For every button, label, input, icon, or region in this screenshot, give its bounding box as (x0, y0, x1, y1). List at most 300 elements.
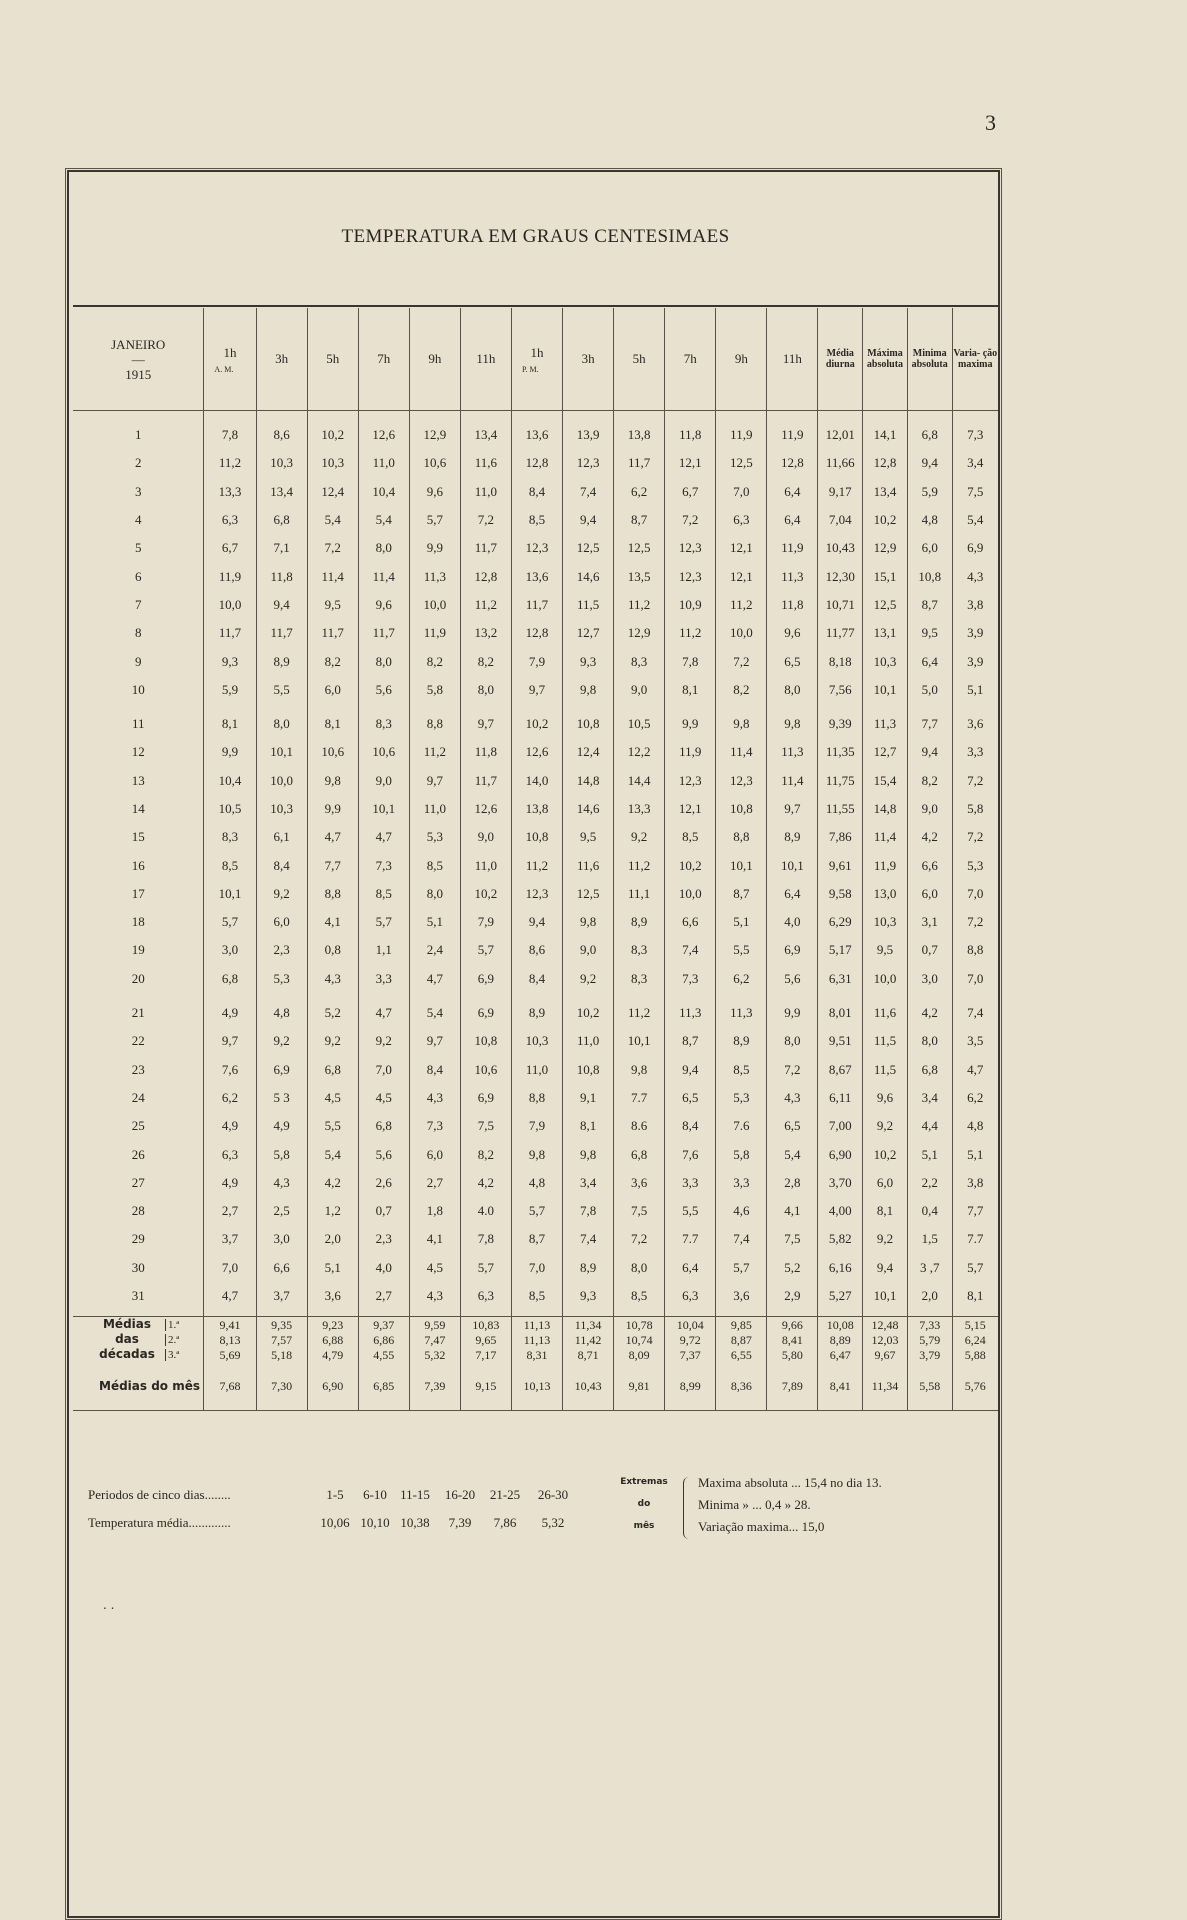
value-cell: 8,9 (614, 908, 665, 936)
value-cell: 7,86 (818, 823, 863, 851)
value-cell: 10,1 (614, 1027, 665, 1055)
value-cell: 11,2 (614, 999, 665, 1027)
value-cell: 8,0 (256, 710, 307, 738)
table-row (73, 1140, 998, 1168)
value-cell: 5,7 (511, 1197, 562, 1225)
value-cell: 10,1 (358, 795, 409, 823)
decade-label-cell (73, 1317, 204, 1333)
decade-value-cell: 9,35 (256, 1317, 307, 1333)
value-cell: 5,4 (307, 506, 358, 534)
value-cell: 11,4 (716, 738, 767, 766)
value-cell: 4,3 (952, 562, 998, 590)
value-cell: 7,2 (952, 823, 998, 851)
value-cell: 13,6 (511, 562, 562, 590)
value-cell: 9,9 (767, 999, 818, 1027)
value-cell: 8,2 (409, 647, 460, 675)
month-mean-cell: 7,39 (409, 1362, 460, 1411)
value-cell: 4,7 (358, 823, 409, 851)
spacer-cell (409, 411, 460, 422)
value-cell: 7,2 (307, 534, 358, 562)
decade-value-cell: 5,79 (907, 1332, 952, 1347)
value-cell: 10,43 (818, 534, 863, 562)
hour-header (256, 308, 307, 411)
value-cell: 9,2 (307, 1027, 358, 1055)
temperature-table (73, 308, 998, 1411)
value-cell: 9,8 (614, 1056, 665, 1084)
value-cell: 10,1 (256, 738, 307, 766)
value-cell: 4,1 (307, 908, 358, 936)
value-cell: 7,5 (767, 1225, 818, 1253)
value-cell: 3,6 (716, 1282, 767, 1310)
value-cell: 6,4 (907, 647, 952, 675)
spacer-cell (907, 411, 952, 422)
value-cell: 6,3 (665, 1282, 716, 1310)
value-cell: 2,0 (307, 1225, 358, 1253)
hour-label: 1h (223, 344, 237, 360)
value-cell: 10,2 (563, 999, 614, 1027)
value-cell: 4,5 (409, 1254, 460, 1282)
value-cell: 9,3 (563, 647, 614, 675)
value-cell: 9,4 (665, 1056, 716, 1084)
decade-value-cell: 5,32 (409, 1347, 460, 1362)
hour-header (307, 308, 358, 411)
month-mean-cell: 8,41 (818, 1362, 863, 1411)
value-cell: 2,5 (256, 1197, 307, 1225)
value-cell: 11,3 (409, 562, 460, 590)
value-cell: 7,0 (204, 1254, 256, 1282)
hour-label: 5h (632, 351, 646, 366)
value-cell: 11,8 (256, 562, 307, 590)
value-cell: 10,2 (665, 851, 716, 879)
value-cell: 3,4 (952, 449, 998, 477)
value-cell: 9,9 (409, 534, 460, 562)
month-mean-cell: 7,68 (204, 1362, 256, 1411)
value-cell: 12,4 (563, 738, 614, 766)
value-cell: 9,8 (716, 710, 767, 738)
value-cell: 5,7 (716, 1254, 767, 1282)
value-cell: 10,5 (204, 795, 256, 823)
value-cell: 5,7 (204, 908, 256, 936)
value-cell: 11,2 (511, 851, 562, 879)
value-cell: 6,9 (460, 965, 511, 993)
value-cell: 9,39 (818, 710, 863, 738)
value-cell: 5,4 (952, 506, 998, 534)
table-row (73, 1197, 998, 1225)
value-cell: 8,5 (665, 823, 716, 851)
decade-row (73, 1317, 998, 1333)
value-cell: 8,01 (818, 999, 863, 1027)
value-cell: 7,0 (716, 478, 767, 506)
value-cell: 6,9 (460, 999, 511, 1027)
pm-label: P. M. (521, 364, 539, 374)
value-cell: 4,3 (409, 1282, 460, 1310)
value-cell: 7,9 (511, 1112, 562, 1140)
value-cell: 6,4 (665, 1254, 716, 1282)
value-cell: 6,31 (818, 965, 863, 993)
decade-value-cell: 4,55 (358, 1347, 409, 1362)
spacer-cell (256, 411, 307, 422)
hour-header (614, 308, 665, 411)
value-cell: 8,4 (511, 478, 562, 506)
value-cell: 6,3 (204, 1140, 256, 1168)
value-cell: 6,3 (204, 506, 256, 534)
month-means-row (73, 1362, 998, 1411)
month-mean-cell: 5,76 (952, 1362, 998, 1411)
value-cell: 9,6 (409, 478, 460, 506)
value-cell: 8,9 (563, 1254, 614, 1282)
value-cell: 11,3 (767, 562, 818, 590)
value-cell: 3,6 (952, 710, 998, 738)
decade-value-cell: 8,71 (563, 1347, 614, 1362)
value-cell: 8,3 (614, 936, 665, 964)
value-cell: 11,3 (665, 999, 716, 1027)
value-cell: 5,3 (409, 823, 460, 851)
variacao-line: Variação maxima... 15,0 (698, 1519, 825, 1534)
value-cell: 13,1 (863, 619, 908, 647)
value-cell: 8,7 (716, 880, 767, 908)
value-cell: 6,9 (460, 1084, 511, 1112)
value-cell: 6,16 (818, 1254, 863, 1282)
value-cell: 10,71 (818, 591, 863, 619)
decade-value-cell: 8,41 (767, 1332, 818, 1347)
value-cell: 6,8 (204, 965, 256, 993)
value-cell: 8,6 (256, 421, 307, 449)
table-row (73, 999, 998, 1027)
value-cell: 4,9 (204, 1169, 256, 1197)
hour-label: 5h (326, 351, 340, 366)
value-cell: 4,0 (358, 1254, 409, 1282)
value-cell: 7.7 (614, 1084, 665, 1112)
value-cell: 9,2 (614, 823, 665, 851)
value-cell: 7,5 (460, 1112, 511, 1140)
value-cell: 5,27 (818, 1282, 863, 1310)
value-cell: 6,2 (716, 965, 767, 993)
value-cell: 12,6 (358, 421, 409, 449)
value-cell: 7,8 (563, 1197, 614, 1225)
day-cell: 28 (131, 1203, 145, 1219)
value-cell: 6,2 (204, 1084, 256, 1112)
value-cell: 6,1 (256, 823, 307, 851)
decade-value-cell: 6,47 (818, 1347, 863, 1362)
value-cell: 11,4 (863, 823, 908, 851)
value-cell: 8,9 (256, 647, 307, 675)
value-cell: 13,9 (563, 421, 614, 449)
value-cell: 12,3 (716, 767, 767, 795)
day-cell: 20 (131, 970, 145, 986)
value-cell: 5,8 (409, 676, 460, 704)
value-cell: 9,4 (907, 738, 952, 766)
value-cell: 8,6 (511, 936, 562, 964)
table-row (73, 936, 998, 964)
value-cell: 7,7 (907, 710, 952, 738)
value-cell: 12,5 (563, 880, 614, 908)
value-cell: 9,8 (563, 908, 614, 936)
value-cell: 7,56 (818, 676, 863, 704)
decade-value-cell: 9,59 (409, 1317, 460, 1333)
value-cell: 9,9 (665, 710, 716, 738)
value-cell: 7,04 (818, 506, 863, 534)
month-mean-cell: 5,58 (907, 1362, 952, 1411)
value-cell: 5,1 (307, 1254, 358, 1282)
value-cell: 7,3 (358, 851, 409, 879)
value-cell: 8,67 (818, 1056, 863, 1084)
value-cell: 9,5 (907, 619, 952, 647)
value-cell: 11,9 (204, 562, 256, 590)
media-diurna-header: Média diurna (818, 308, 863, 411)
table-row (73, 795, 998, 823)
value-cell: 6,9 (952, 534, 998, 562)
period-temperature: 7,39 (448, 1515, 472, 1530)
value-cell: 5,17 (818, 936, 863, 964)
value-cell: 10,1 (716, 851, 767, 879)
day-cell: 16 (131, 857, 145, 873)
value-cell: 4,2 (907, 823, 952, 851)
table-row (73, 908, 998, 936)
value-cell: 13,4 (863, 478, 908, 506)
value-cell: 9,2 (256, 1027, 307, 1055)
value-cell: 9,0 (563, 936, 614, 964)
value-cell: 9,7 (409, 767, 460, 795)
value-cell: 1,5 (907, 1225, 952, 1253)
value-cell: 11,9 (409, 619, 460, 647)
value-cell: 2,6 (358, 1169, 409, 1197)
value-cell: 13,2 (460, 619, 511, 647)
value-cell: 8,9 (716, 1027, 767, 1055)
period-range: 26-30 (537, 1487, 569, 1502)
value-cell: 3,3 (665, 1169, 716, 1197)
value-cell: 8,8 (409, 710, 460, 738)
value-cell: 2,7 (358, 1282, 409, 1310)
decade-label: das (115, 1332, 139, 1347)
value-cell: 8,4 (665, 1112, 716, 1140)
day-cell: 19 (131, 942, 145, 958)
value-cell: 11,2 (204, 449, 256, 477)
period-temperature: 7,86 (493, 1515, 517, 1530)
value-cell: 11,9 (716, 421, 767, 449)
value-cell: 6,6 (256, 1254, 307, 1282)
value-cell: 10,8 (511, 823, 562, 851)
value-cell: 5,4 (767, 1140, 818, 1168)
spacer-cell (460, 411, 511, 422)
value-cell: 13,4 (460, 421, 511, 449)
value-cell: 8,7 (511, 1225, 562, 1253)
value-cell: 10,5 (614, 710, 665, 738)
value-cell: 7.6 (716, 1112, 767, 1140)
decade-value-cell: 9,66 (767, 1317, 818, 1333)
value-cell: 13,6 (511, 421, 562, 449)
hour-header (460, 308, 511, 411)
value-cell: 12,9 (409, 421, 460, 449)
value-cell: 11,77 (818, 619, 863, 647)
value-cell: 5,5 (665, 1197, 716, 1225)
value-cell: 11,0 (563, 1027, 614, 1055)
value-cell: 6,0 (863, 1169, 908, 1197)
value-cell: 11,9 (767, 421, 818, 449)
value-cell: 2,3 (256, 936, 307, 964)
hour-label: 11h (476, 351, 496, 366)
period-temperature: 10,38 (400, 1515, 430, 1530)
hour-label: 7h (377, 351, 391, 366)
period-temperature: 10,06 (320, 1515, 350, 1530)
decade-value-cell: 12,48 (863, 1317, 908, 1333)
value-cell: 11,3 (863, 710, 908, 738)
value-cell: 5,6 (358, 1140, 409, 1168)
decade-value-cell: 4,79 (307, 1347, 358, 1362)
value-cell: 5,2 (307, 999, 358, 1027)
value-cell: 12,5 (614, 534, 665, 562)
table-row (73, 1169, 998, 1197)
decade-value-cell: 7,17 (460, 1347, 511, 1362)
value-cell: 7,5 (952, 478, 998, 506)
decade-value-cell: 6,24 (952, 1332, 998, 1347)
spacer-cell (358, 411, 409, 422)
decade-value-cell: 8,09 (614, 1347, 665, 1362)
value-cell: 5,6 (358, 676, 409, 704)
footer-summary (73, 1465, 998, 1575)
day-cell: 25 (131, 1118, 145, 1134)
value-cell: 9,2 (863, 1112, 908, 1140)
period-range: 1-5 (326, 1487, 344, 1502)
hour-header (665, 308, 716, 411)
value-cell: 11,2 (716, 591, 767, 619)
month-mean-cell: 11,34 (863, 1362, 908, 1411)
decade-value-cell: 9,65 (460, 1332, 511, 1347)
table-row (73, 506, 998, 534)
value-cell: 5,8 (952, 795, 998, 823)
hour-header (409, 308, 460, 411)
value-cell: 8,0 (907, 1027, 952, 1055)
value-cell: 10,3 (256, 795, 307, 823)
value-cell: 6,8 (614, 1140, 665, 1168)
bottom-mark: . . (103, 1598, 115, 1612)
value-cell: 12,1 (665, 795, 716, 823)
value-cell: 12,3 (511, 534, 562, 562)
decade-label: décadas (99, 1347, 155, 1362)
value-cell: 3,9 (952, 647, 998, 675)
decade-value-cell: 10,83 (460, 1317, 511, 1333)
value-cell: 5,1 (716, 908, 767, 936)
value-cell: 0,7 (358, 1197, 409, 1225)
value-cell: 7,3 (665, 965, 716, 993)
value-cell: 6,3 (460, 1282, 511, 1310)
value-cell: 6,0 (307, 676, 358, 704)
decade-value-cell: 6,88 (307, 1332, 358, 1347)
page-number: 3 (985, 110, 996, 135)
value-cell: 7,2 (952, 767, 998, 795)
value-cell: 3,0 (256, 1225, 307, 1253)
decade-value-cell: 5,88 (952, 1347, 998, 1362)
period-range: 21-25 (489, 1487, 521, 1502)
value-cell: 9,4 (563, 506, 614, 534)
value-cell: 5,3 (952, 851, 998, 879)
value-cell: 10,2 (460, 880, 511, 908)
spacer-cell (952, 411, 998, 422)
value-cell: 7,5 (614, 1197, 665, 1225)
value-cell: 4,3 (307, 965, 358, 993)
value-cell: 10,1 (863, 1282, 908, 1310)
decade-value-cell: 9,67 (863, 1347, 908, 1362)
table-row (73, 534, 998, 562)
value-cell: 8,3 (614, 647, 665, 675)
value-cell: 8,0 (767, 1027, 818, 1055)
value-cell: 10,8 (716, 795, 767, 823)
value-cell: 7,0 (358, 1056, 409, 1084)
value-cell: 8,7 (614, 506, 665, 534)
value-cell: 5,4 (358, 506, 409, 534)
day-cell: 18 (131, 914, 145, 930)
periods-label: Periodos de cinco dias........ (88, 1487, 231, 1502)
day-cell: 30 (131, 1259, 145, 1275)
value-cell: 12,3 (665, 534, 716, 562)
value-cell: 9,7 (511, 676, 562, 704)
value-cell: 11,55 (818, 795, 863, 823)
value-cell: 8,4 (409, 1056, 460, 1084)
spacer-cell (307, 411, 358, 422)
value-cell: 4,7 (409, 965, 460, 993)
value-cell: 8,2 (460, 1140, 511, 1168)
value-cell: 5,3 (716, 1084, 767, 1112)
value-cell: 8,2 (307, 647, 358, 675)
value-cell: 6,2 (614, 478, 665, 506)
decade-value-cell: 9,23 (307, 1317, 358, 1333)
value-cell: 10,6 (460, 1056, 511, 1084)
value-cell: 10,0 (665, 880, 716, 908)
decade-value-cell: 8,87 (716, 1332, 767, 1347)
value-cell: 5,5 (307, 1112, 358, 1140)
value-cell: 4,3 (767, 1084, 818, 1112)
value-cell: 12,3 (665, 562, 716, 590)
value-cell: 11,7 (256, 619, 307, 647)
decade-value-cell: 10,04 (665, 1317, 716, 1333)
value-cell: 9,4 (256, 591, 307, 619)
decade-value-cell: 7,33 (907, 1317, 952, 1333)
day-cell: 7 (134, 596, 142, 612)
value-cell: 3,3 (358, 965, 409, 993)
value-cell: 14,6 (563, 562, 614, 590)
value-cell: 4,8 (256, 999, 307, 1027)
value-cell: 13,3 (614, 795, 665, 823)
value-cell: 5,5 (716, 936, 767, 964)
value-cell: 11,7 (511, 591, 562, 619)
value-cell: 11,0 (511, 1056, 562, 1084)
value-cell: 12,01 (818, 421, 863, 449)
value-cell: 7.7 (665, 1225, 716, 1253)
decade-value-cell: 8,13 (204, 1332, 256, 1347)
table-row (73, 647, 998, 675)
decade-label-cell (73, 1332, 204, 1347)
decade-value-cell: 7,37 (665, 1347, 716, 1362)
value-cell: 9,5 (863, 936, 908, 964)
decade-label: Médias (102, 1317, 152, 1332)
value-cell: 10,3 (256, 449, 307, 477)
value-cell: 11,7 (307, 619, 358, 647)
value-cell: 11,2 (614, 851, 665, 879)
value-cell: 7,7 (952, 1197, 998, 1225)
value-cell: 1,2 (307, 1197, 358, 1225)
table-row (73, 619, 998, 647)
value-cell: 3,9 (952, 619, 998, 647)
spacer-cell (614, 411, 665, 422)
value-cell: 8,18 (818, 647, 863, 675)
value-cell: 1,8 (409, 1197, 460, 1225)
value-cell: 4,9 (204, 1112, 256, 1140)
value-cell: 6,8 (907, 421, 952, 449)
value-cell: 11,5 (863, 1056, 908, 1084)
spacer-cell (511, 411, 562, 422)
table-row (73, 676, 998, 704)
decade-value-cell: 11,42 (563, 1332, 614, 1347)
value-cell: 6,0 (409, 1140, 460, 1168)
